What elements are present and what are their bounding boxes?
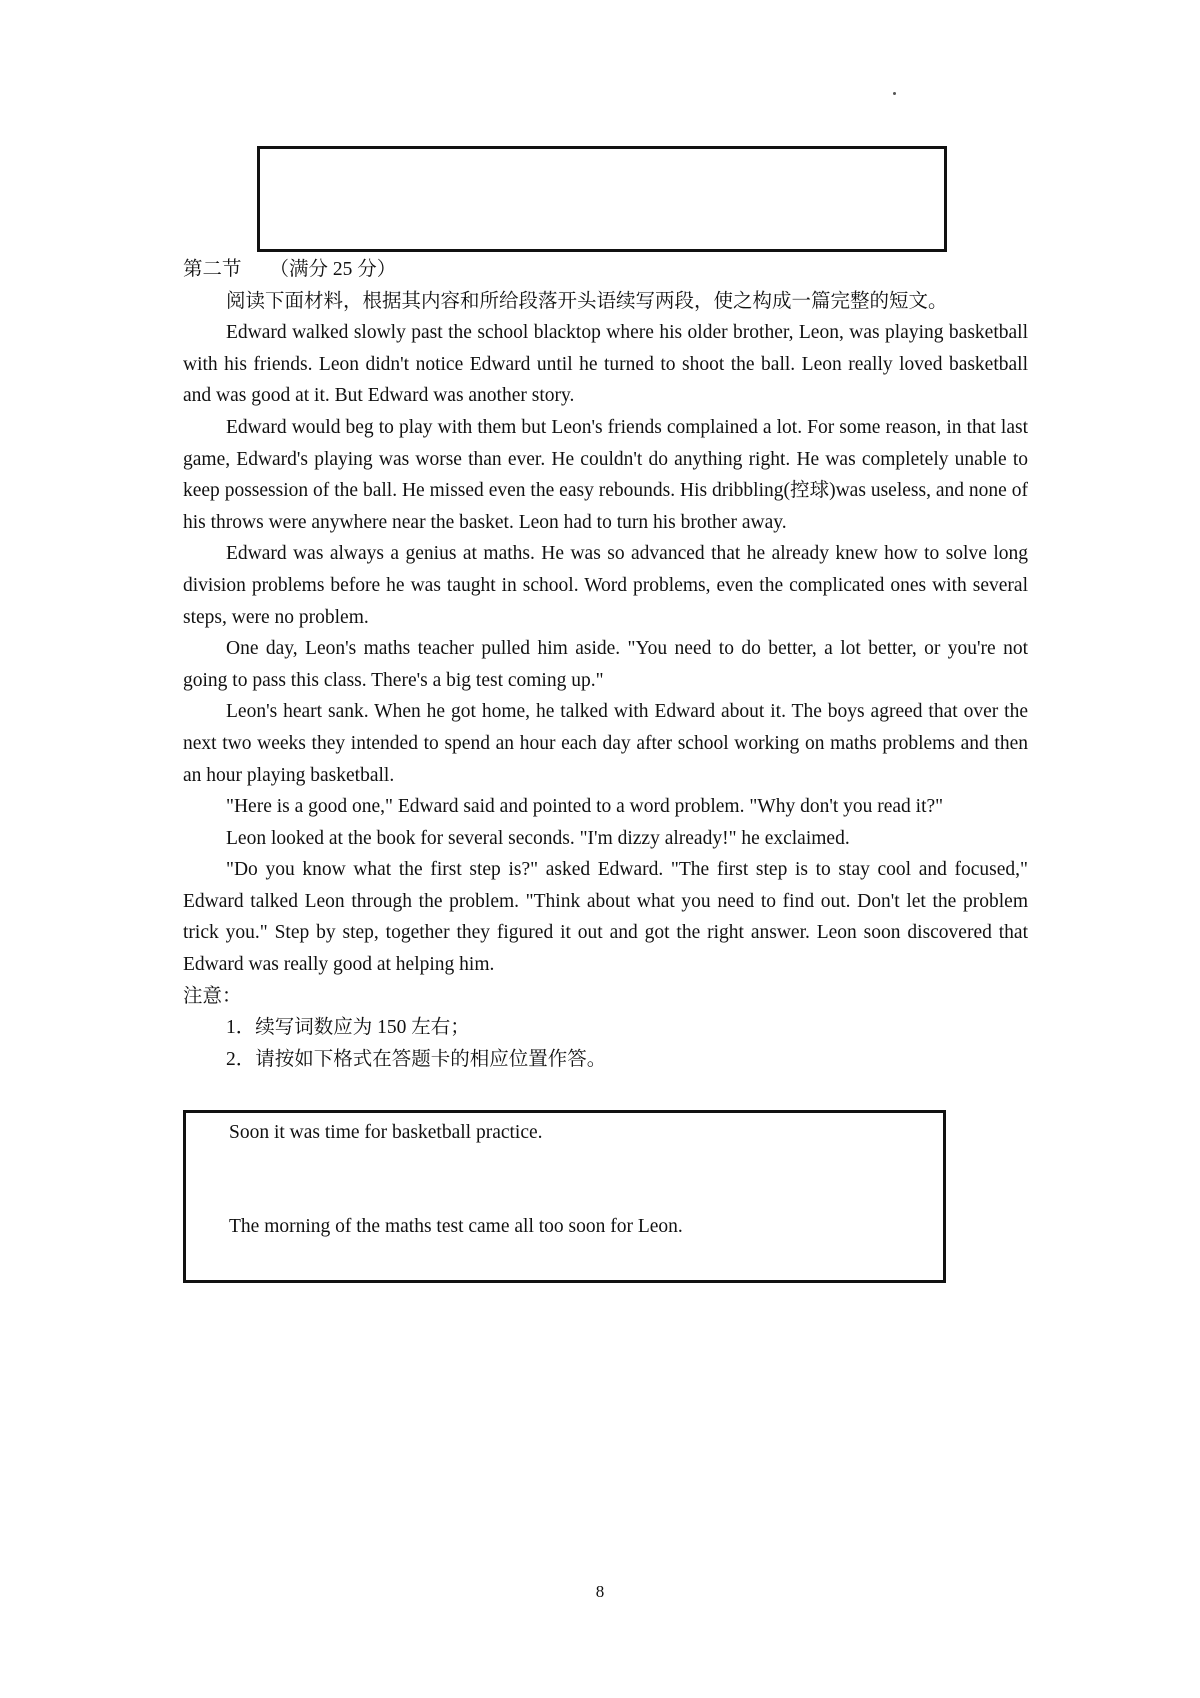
passage-paragraph-5: Leon's heart sank. When he got home, he talked with Edward about it. The boys agreed that over the next two weeks they intended to spend an hour each day after school working on maths problems and then an hour playing basketball. [183, 701, 1028, 786]
passage-paragraph-4: One day, Leon's maths teacher pulled him aside. "You need to do better, a lot better, or you're not going to pass this class. There's a big test coming up." [183, 638, 1028, 691]
passage-paragraph-2: Edward would beg to play with them but Leon's friends complained a lot. For some reason, in that last game, Edward's playing was worse than ever. He couldn't do anything right. He was completely unable to keep possession of the ball. He missed even the easy rebounds. His dribbling(控球)was useless, and none of his throws were anywhere near the basket. Leon had to turn his brother away. [183, 416, 1028, 533]
passage-paragraph-1: Edward walked slowly past the school blacktop where his older brother, Leon, was playing basketball with his friends. Leon didn't notice Edward until he turned to shoot the ball. Leon really loved basketball and was good at it. But Edward was another story. [183, 322, 1028, 407]
page-number: 8 [595, 1582, 605, 1601]
passage-paragraph-7: Leon looked at the book for several seconds. "I'm dizzy already!" he exclaimed. [226, 827, 850, 849]
empty-answer-box [257, 146, 947, 252]
passage-paragraph-8: "Do you know what the first step is?" asked Edward. "The first step is to stay cool and focused," Edward talked Leon through the problem. "Think about what you need to find out. Don't let the problem trick you." Step by step, together they figured it out and got the right answer. Leon soon discovered that Edward was really good at helping him. [183, 859, 1028, 976]
paragraph-1-opening: Soon it was time for basketball practice. [229, 1122, 543, 1143]
note-item-1: 1．续写词数应为 150 左右； [226, 1017, 470, 1039]
exam-content [183, 254, 1028, 1075]
section-title: 第二节 [183, 259, 242, 280]
notes-heading: 注意： [183, 985, 242, 1007]
section-score: （满分 25 分） [269, 259, 397, 280]
passage-paragraph-3: Edward was always a genius at maths. He was so advanced that he already knew how to solve long division problems before he was taught in school. Word problems, even the complicated ones with several steps, were no problem. [183, 543, 1028, 628]
stray-dot-mark [893, 92, 896, 95]
note-item-2: 2．请按如下格式在答题卡的相应位置作答。 [226, 1048, 607, 1070]
section-heading [183, 254, 1028, 286]
passage-paragraph-6: "Here is a good one," Edward said and pointed to a word problem. "Why don't you read it?" [226, 796, 944, 818]
instruction-text: 阅读下面材料，根据其内容和所给段落开头语续写两段，使之构成一篇完整的短文。 [226, 290, 948, 312]
continuation-format-box [183, 1110, 946, 1283]
paragraph-2-opening: The morning of the maths test came all too soon for Leon. [229, 1216, 683, 1237]
